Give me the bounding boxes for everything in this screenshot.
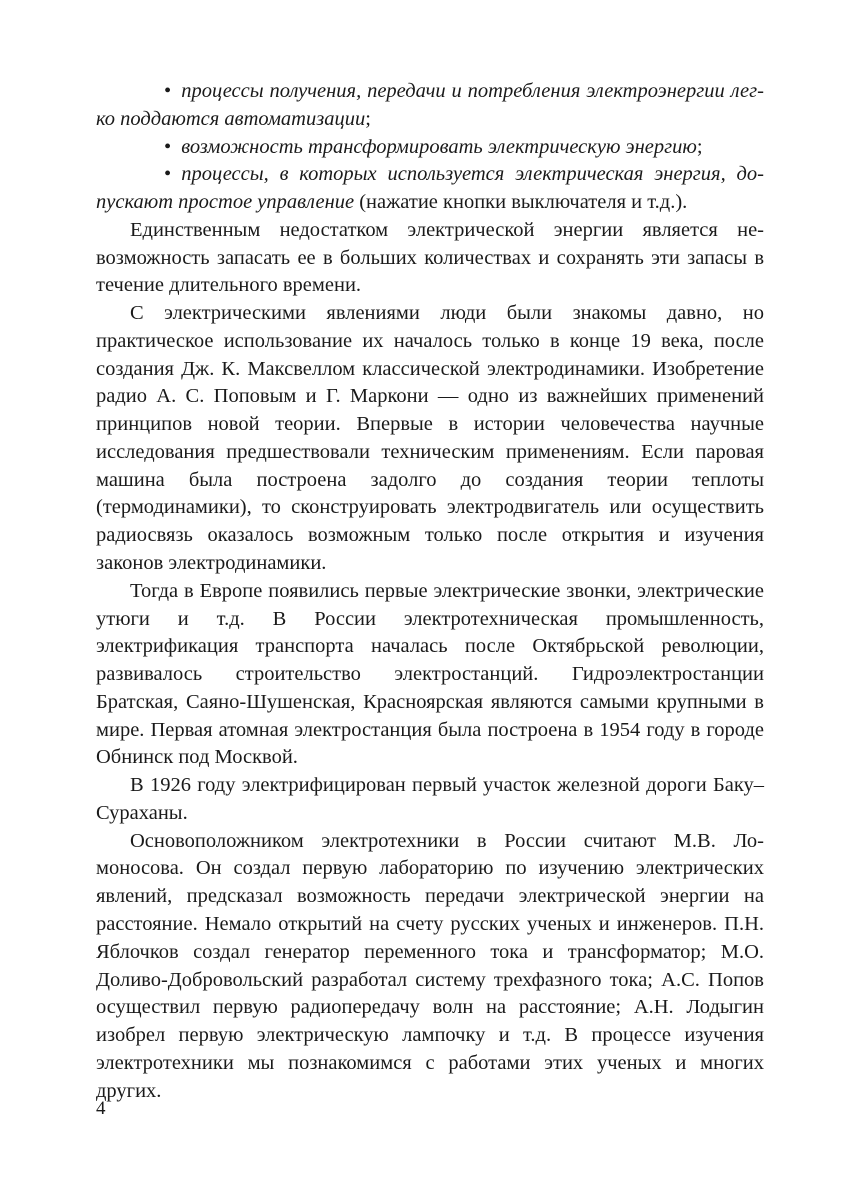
paragraph: С электрическими явлениями люди были знакомы давно, но практическое использование их началось только в конце 19 века, после создания Дж. К. Максвеллом классической электродинамики. Изобретение радио А. С. Поповым и Г. Маркони — одно из важнейших применений принципов новой теории. Впервые в истории человечества научные исследования предшествовали техническим применениям. Если паровая машина была построена задолго до создания теории теплоты (термодинамики), то сконструировать электродвигатель или осуществить радиосвязь оказалось возможным только после открытия и изучения законов электродинамики.	[96, 302, 764, 575]
list-item-tail: ;	[696, 135, 703, 158]
list-item	[96, 134, 764, 162]
list-item	[96, 161, 764, 217]
paragraph: В 1926 году электрифицирован первый участок железной дороги Баку–Сураханы.	[96, 774, 764, 824]
list-item-text: возможность трансформировать электрическую энергию	[181, 135, 697, 158]
bullet-icon: •	[164, 163, 172, 186]
list-item-text: процессы получения, передачи и потребления электроэнергии легко поддаются автоматизации	[96, 80, 764, 130]
list-item	[96, 78, 764, 134]
bullet-icon: •	[164, 80, 172, 102]
paragraph: Основоположником электротехники в России считают М.В. Ломоносова. Он создал первую лабораторию по изучению электрических явлений, предсказал возможность передачи электрической энергии на расстояние. Немало открытий на счету русских ученых и инженеров. П.Н. Яблочков создал генератор переменного тока и трансформатор; М.О. Доливо-Добровольский разработал систему трехфазного тока; А.С. Попов осуществил первую радиопередачу волн на расстояние; А.Н. Лодыгин изобрел первую электрическую лампочку и т.д. В процессе изучения электротехники мы познакомимся с работами этих ученых и многих других.	[96, 829, 764, 1102]
list-item-tail: (нажатие кнопки выключателя и т.д.).	[354, 191, 688, 214]
page-number: 4	[96, 1098, 106, 1119]
bullet-icon: •	[164, 135, 172, 158]
page-body	[96, 78, 764, 1105]
paragraph: Тогда в Европе появились первые электрические звонки, электрические утюги и т.д. В России электротехническая промышленность, электрификация транспорта началась после Октябрьской революции, развивалось строительство электростанций. Гидроэлектростанции Братская, Саяно-Шушенская, Красноярская являются самыми крупными в мире. Первая атомная электростанция была построена в 1954 году в городе Обнинск под Москвой.	[96, 579, 764, 769]
paragraph: Единственным недостатком электрической энергии является невозможность запасать ее в больших количествах и сохранять эти запасы в течение длительного времени.	[96, 218, 764, 297]
list-item-tail: ;	[365, 107, 371, 130]
list-item-text: процессы, в которых используется электрическая энергия, допускают простое управление	[96, 163, 764, 214]
